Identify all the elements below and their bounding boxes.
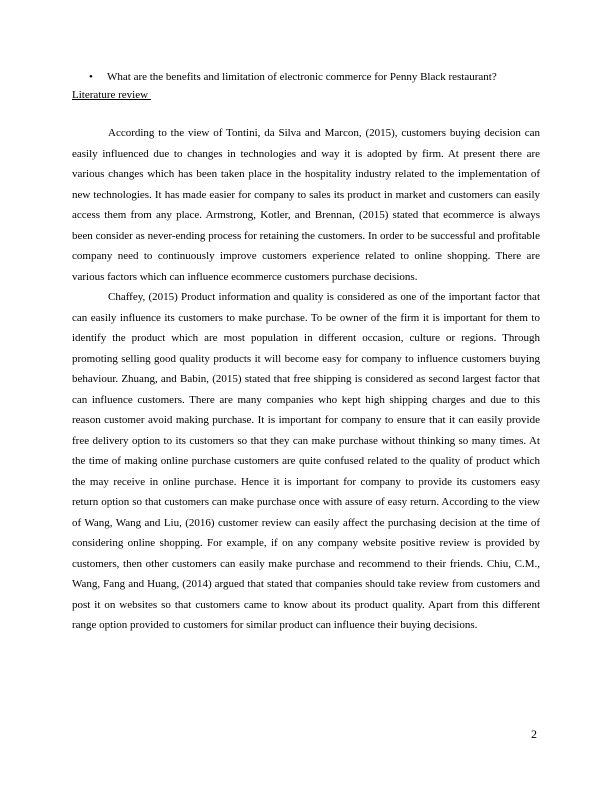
paragraph: Chaffey, (2015) Product information and quality is considered as one of the important factor that can easily influence its customers to make purchase. To be owner of the firm it is important for them to identify the product which are most population in different occasion, culture or regions. Through promoting selling good quality products it will become easy for company to influence customers buying behaviour. Zhuang, and Babin, (2015) stated that free shipping is considered as second largest factor that can influence customers. There are many companies who kept high shipping charges and due to this reason customer avoid making purchase. It is important for company to ensure that it can easily provide free delivery option to its customers so that they can make purchase without thinking so many times. At the time of making online purchase customers are quite confused related to the quality of product which the may receive in online purchase. Hence it is important for company to provide its customers easy return option so that customers can make purchase once with assure of easy return. According to the view of Wang, Wang and Liu, (2016) customer review can easily affect the purchasing decision at the time of considering online shopping. For example, if on any company website positive review is provided by customers, then other customers can easily make purchase and recommend to their friends. Chiu, C.M., Wang, Fang and Huang, (2014) argued that stated that companies should take review from customers and post it on websites so that customers came to know about its product quality. Apart from this different range option provided to customers for similar product can influence their buying decisions. (72, 291, 540, 631)
blank-line (72, 103, 540, 123)
page-number: 2 (531, 727, 537, 741)
research-question-text: What are the benefits and limitation of electronic commerce for Penny Black restaurant? (107, 71, 497, 83)
section-heading: Literature review (72, 89, 151, 101)
paragraph: According to the view of Tontini, da Silva and Marcon, (2015), customers buying decision can easily influenced due to changes in technologies and way it is adopted by firm. At present there are various changes which has been taken place in the hospitality industry related to the implementation of new technologies. It has made easier for company to sales its product in market and customers can easily access them from any place. Armstrong, Kotler, and Brennan, (2015) stated that ecommerce is always been consider as never-ending process for retaining the customers. In order to be successful and profitable company need to continuously improve customers experience related to online shopping. There are various factors which can influence ecommerce customers purchase decisions. (72, 127, 540, 283)
section-heading-row (72, 85, 540, 103)
research-question-bullet (72, 69, 540, 85)
page-content (72, 69, 540, 636)
bullet-icon: • (89, 71, 93, 83)
